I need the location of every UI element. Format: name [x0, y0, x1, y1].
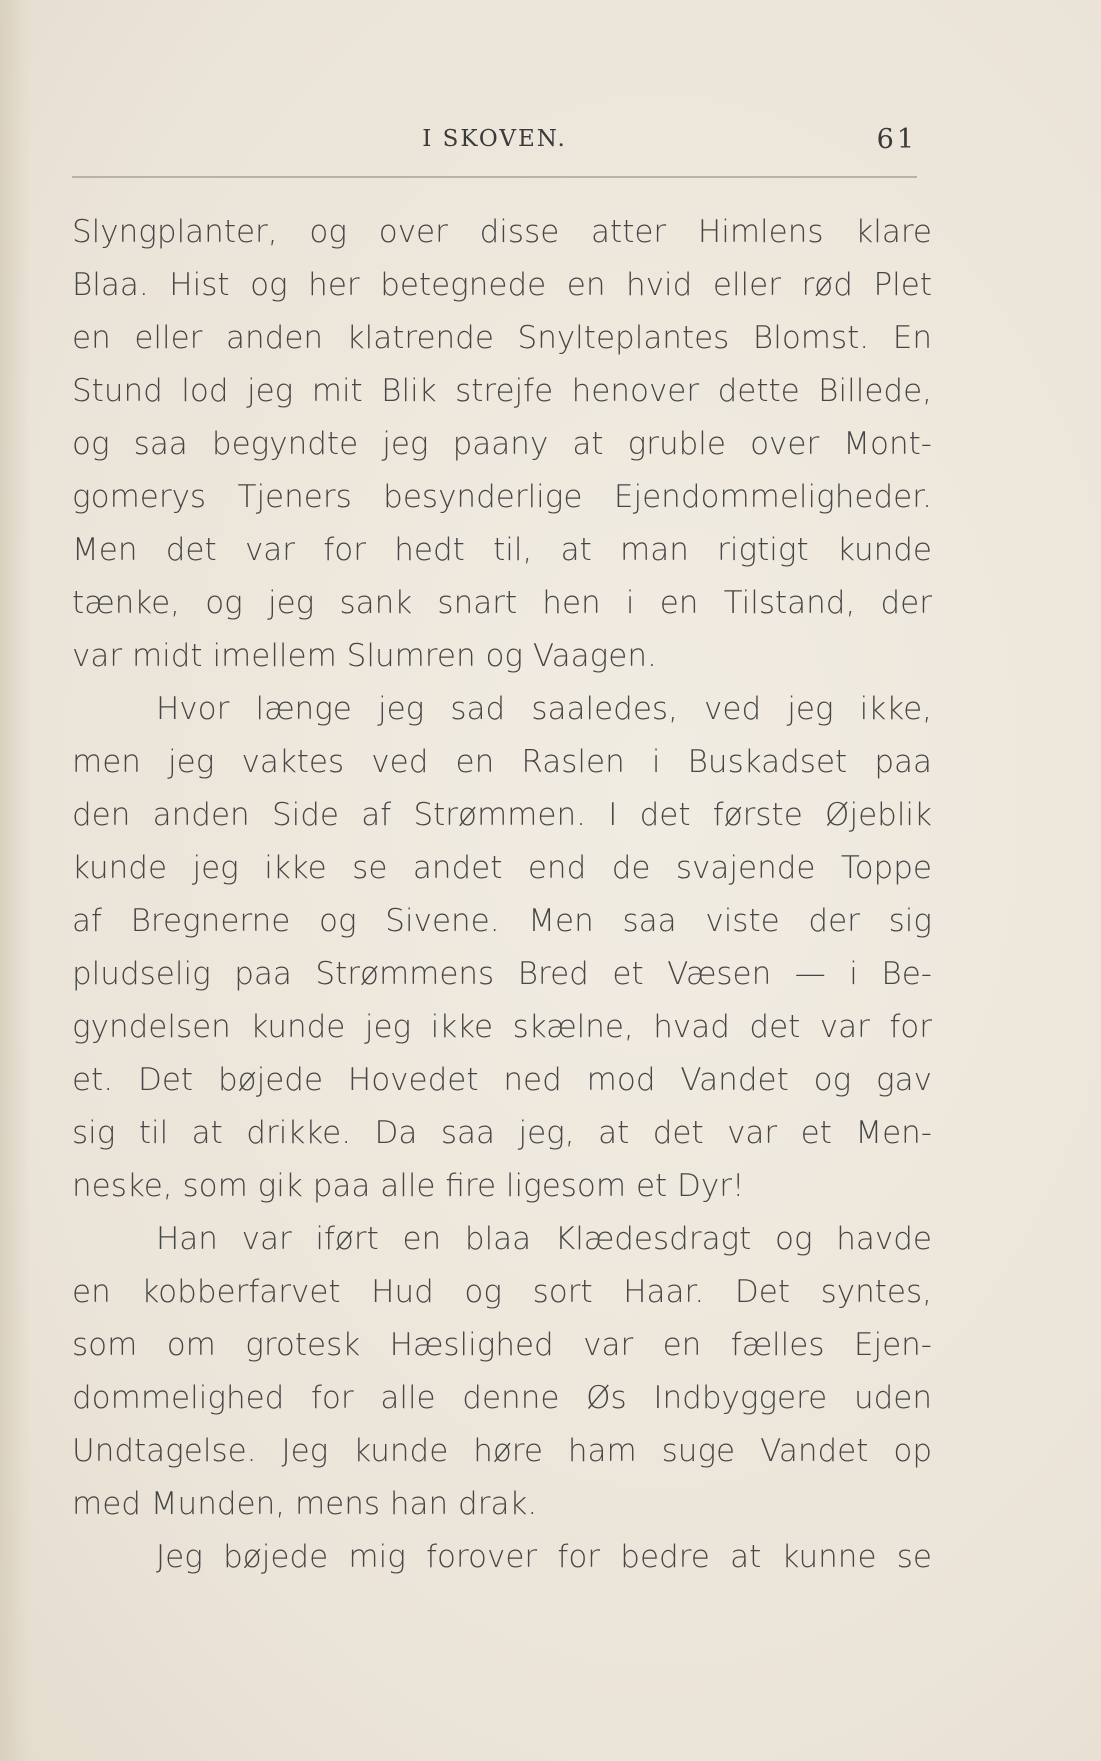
text-line: den anden Side af Strømmen. I det første Øjeblik — [72, 797, 932, 833]
body-text — [72, 206, 932, 1584]
text-line: neske, som gik paa alle fire ligesom et Dyr! — [72, 1168, 745, 1204]
text-line: Stund lod jeg mit Blik strejfe henover dette Billede, — [72, 373, 932, 409]
text-line: en eller anden klatrende Snylteplantes Blomst. En — [72, 320, 932, 356]
text-line: en kobberfarvet Hud og sort Haar. Det syntes, — [72, 1274, 932, 1310]
text-line: tænke, og jeg sank snart hen i en Tilstand, der — [72, 585, 932, 621]
text-line: Blaa. Hist og her betegnede en hvid eller rød Plet — [72, 267, 932, 303]
text-line: var midt imellem Slumren og Vaagen. — [72, 638, 657, 674]
text-line: gyndelsen kunde jeg ikke skælne, hvad det var for — [72, 1009, 932, 1045]
text-line: dommelighed for alle denne Øs Indbyggere uden — [72, 1380, 932, 1416]
paragraph-start-line: Han var iført en blaa Klædesdragt og havde — [156, 1221, 932, 1257]
paragraph-start-line: Jeg bøjede mig forover for bedre at kunne se — [156, 1539, 932, 1575]
text-line: Undtagelse. Jeg kunde høre ham suge Vandet op — [72, 1433, 932, 1469]
text-line: og saa begyndte jeg paany at gruble over Mont- — [72, 426, 932, 462]
text-line: som om grotesk Hæslighed var en fælles Ejen- — [72, 1327, 932, 1363]
page-header — [72, 126, 917, 166]
text-line: Men det var for hedt til, at man rigtigt kunde — [72, 532, 932, 568]
page-number: 61 — [876, 124, 917, 155]
header-rule — [72, 176, 917, 178]
text-line: pludselig paa Strømmens Bred et Væsen — i Be- — [72, 956, 932, 992]
text-line: sig til at drikke. Da saa jeg, at det var et Men- — [72, 1115, 932, 1151]
text-line: gomerys Tjeners besynderlige Ejendommeligheder. — [72, 479, 932, 515]
gutter-shadow — [0, 0, 30, 1761]
text-line: men jeg vaktes ved en Raslen i Buskadset paa — [72, 744, 932, 780]
text-line: med Munden, mens han drak. — [72, 1486, 538, 1522]
paragraph-start-line: Hvor længe jeg sad saaledes, ved jeg ikke, — [156, 691, 932, 727]
text-line: et. Det bøjede Hovedet ned mod Vandet og gav — [72, 1062, 932, 1098]
running-head: I SKOVEN. — [422, 126, 567, 152]
text-line: kunde jeg ikke se andet end de svajende Toppe — [72, 850, 932, 886]
text-line: af Bregnerne og Sivene. Men saa viste der sig — [72, 903, 932, 939]
text-line: Slyngplanter, og over disse atter Himlens klare — [72, 214, 932, 250]
